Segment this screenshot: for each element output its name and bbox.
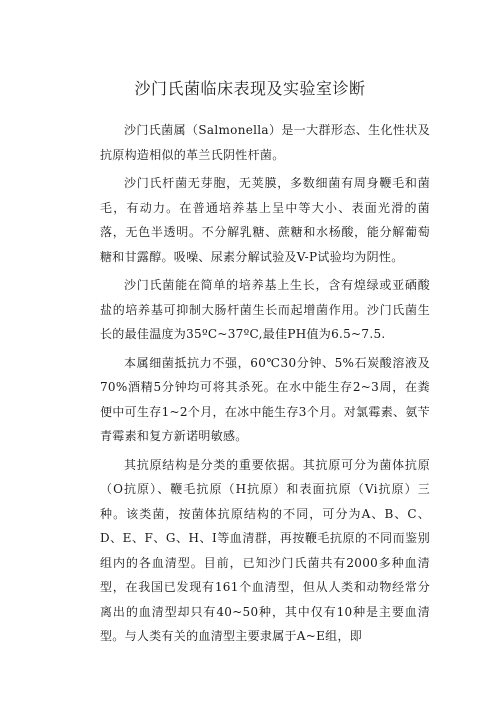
document-body <box>100 118 430 653</box>
paragraph-antigen: 其抗原结构是分类的重要依据。其抗原可分为菌体抗原（O抗原）、鞭毛抗原（H抗原）和表面抗原（Vi抗原）三种。该类菌，按菌体抗原结构的不同，可分为A、B、C、D、E、F、G、H、I等血清群，再按鞭毛抗原的不同而鉴别组内的各血清型。目前，已知沙门氏菌共有2000多种血清型，在我国已发现有161个血清型，但从人类和动物经常分离出的血清型却只有40~50种，其中仅有10种是主要血清型。与人类有关的血清型主要隶属于A~E组，即 <box>100 457 430 643</box>
paragraph-morphology: 沙门氏杆菌无芽胞，无荚膜，多数细菌有周身鞭毛和菌毛，有动力。在普通培养基上呈中等大小、表面光滑的菌落，无色半透明。不分解乳糖、蔗糖和水杨酸，能分解葡萄糖和甘露醇。吸噪、尿素分解试验及V-P试验均为阴性。 <box>100 176 430 264</box>
paragraph-culture: 沙门氏菌能在简单的培养基上生长，含有煌绿或亚硒酸盐的培养基可抑制大肠杆菌生长而起增菌作用。沙门氏菌生长的最佳温度为35ºC~37ºC,最佳PH值为6.5~7.5. <box>100 278 430 341</box>
paragraph-resistance: 本属细菌抵抗力不强，60℃30分钟、5%石炭酸溶液及70%酒精5分钟均可将其杀死。在水中能生存2~3周，在粪便中可生存1~2个月，在冰中能生存3个月。对氯霉素、氨苄青霉素和复方新诺明敏感。 <box>100 355 430 443</box>
document-title: 沙门氏菌临床表现及实验室诊断 <box>134 79 366 98</box>
paragraph-intro: 沙门氏菌属（Salmonella）是一大群形态、生化性状及抗原构造相似的革兰氏阴性杆菌。 <box>100 123 430 162</box>
